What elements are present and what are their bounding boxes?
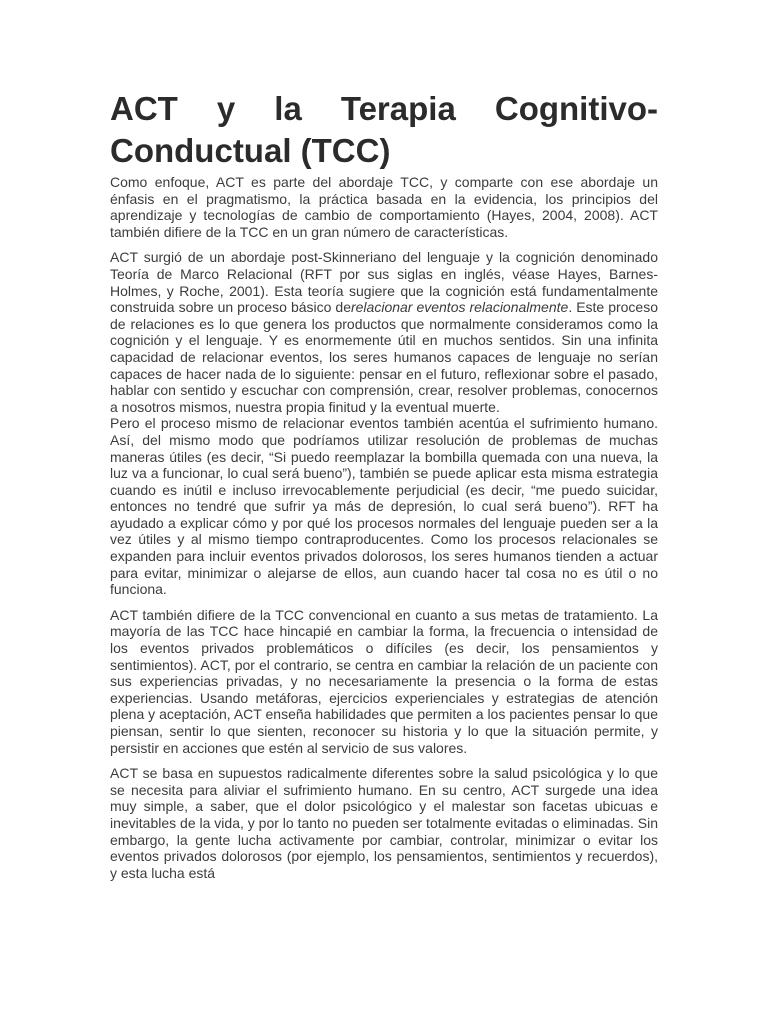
paragraph-text: ACT también difiere de la TCC convencional en cuanto a sus metas de tratamiento. La mayoría de las TCC hace hincapié en cambiar la forma, la frecuencia o intensidad de los eventos privados problemáticos o difíciles (es decir, los pensamientos y sentimientos). ACT, por el contrario, se centra en cambiar la relación de un paciente con sus experiencias privadas, y no necesariamente la presencia o la forma de estas experiencias. Usando metáforas, ejercicios experienciales y estrategias de atención plena y aceptación, ACT enseña habilidades que permiten a los pacientes pensar lo que piensan, sentir lo que sienten, reconocer su historia y lo que la situación permite, y persistir en acciones que estén al servicio de sus valores. (110, 606, 658, 756)
document-title: ACT y la Terapia Cognitivo-Conductual (TCC) (110, 90, 658, 169)
paragraph-5 (110, 765, 658, 881)
paragraph-1 (110, 174, 658, 240)
paragraph-3 (110, 415, 658, 598)
document-page (110, 88, 658, 881)
paragraph-text: . Este proceso de relaciones es lo que genera los productos que normalmente consideramos como la cognición y el lenguaje. Y es enormemente útil en muchos sentidos. Sin una infinita capacidad de relacionar eventos, los seres humanos capaces de lenguaje no serían capaces de hacer nada de lo siguiente: pensar en el futuro, reflexionar sobre el pasado, hablar con sentido y escuchar con comprensión, crear, resolver problemas, conocernos a nosotros mismos, nuestra propia finitud y la eventual muerte. (110, 299, 658, 415)
paragraph-emphasis: relacionar eventos relacionalmente (350, 299, 569, 316)
paragraph-text: ACT surgió de un abordaje post-Skinneriano del lenguaje y la cognición denominado Teoría de Marco Relacional (RFT por sus siglas en inglés, véase Hayes, Barnes-Holmes, y Roche, 2001). Esta teoría sugiere que la cognición está fundamentalmente construida sobre un proceso básico de (110, 249, 658, 316)
paragraph-text: Como enfoque, ACT es parte del abordaje TCC, y comparte con ese abordaje un énfasis en el pragmatismo, la práctica basada en la evidencia, los principios del aprendizaje y tecnologías de cambio de comportamiento (Hayes, 2004, 2008). ACT también difiere de la TCC en un gran número de características. (110, 174, 658, 240)
paragraph-text: Pero el proceso mismo de relacionar eventos también acentúa el sufrimiento humano. Así, del mismo modo que podríamos utilizar resolución de problemas de muchas maneras útiles (es decir, “Si puedo reemplazar la bombilla quemada con una nueva, la luz va a funcionar, lo cual será bueno”), también se puede aplicar esta misma estrategia cuando es inútil e incluso irrevocablemente perjudicial (es decir, “me puedo suicidar, entonces no tendré que sufrir ya más de depresión, lo cual será bueno”). RFT ha ayudado a explicar cómo y por qué los procesos normales del lenguaje pueden ser a la vez útiles y al mismo tiempo contraproducentes. Como los procesos relacionales se expanden para incluir eventos privados dolorosos, los seres humanos tienden a actuar para evitar, minimizar o alejarse de ellos, aun cuando hacer tal cosa no es útil o no funciona. (110, 415, 658, 598)
paragraph-4 (110, 607, 658, 756)
paragraph-text: ACT se basa en supuestos radicalmente diferentes sobre la salud psicológica y lo que se necesita para aliviar el sufrimiento humano. En su centro, ACT surgede una idea muy simple, a saber, que el dolor psicológico y el malestar son facetas ubicuas e inevitables de la vida, y por lo tanto no pueden ser totalmente evitadas o eliminadas. Sin embargo, la gente lucha activamente por cambiar, controlar, minimizar o evitar los eventos privados dolorosos (por ejemplo, los pensamientos, sentimientos y recuerdos), y esta lucha está (110, 765, 658, 881)
paragraph-2 (110, 249, 658, 415)
